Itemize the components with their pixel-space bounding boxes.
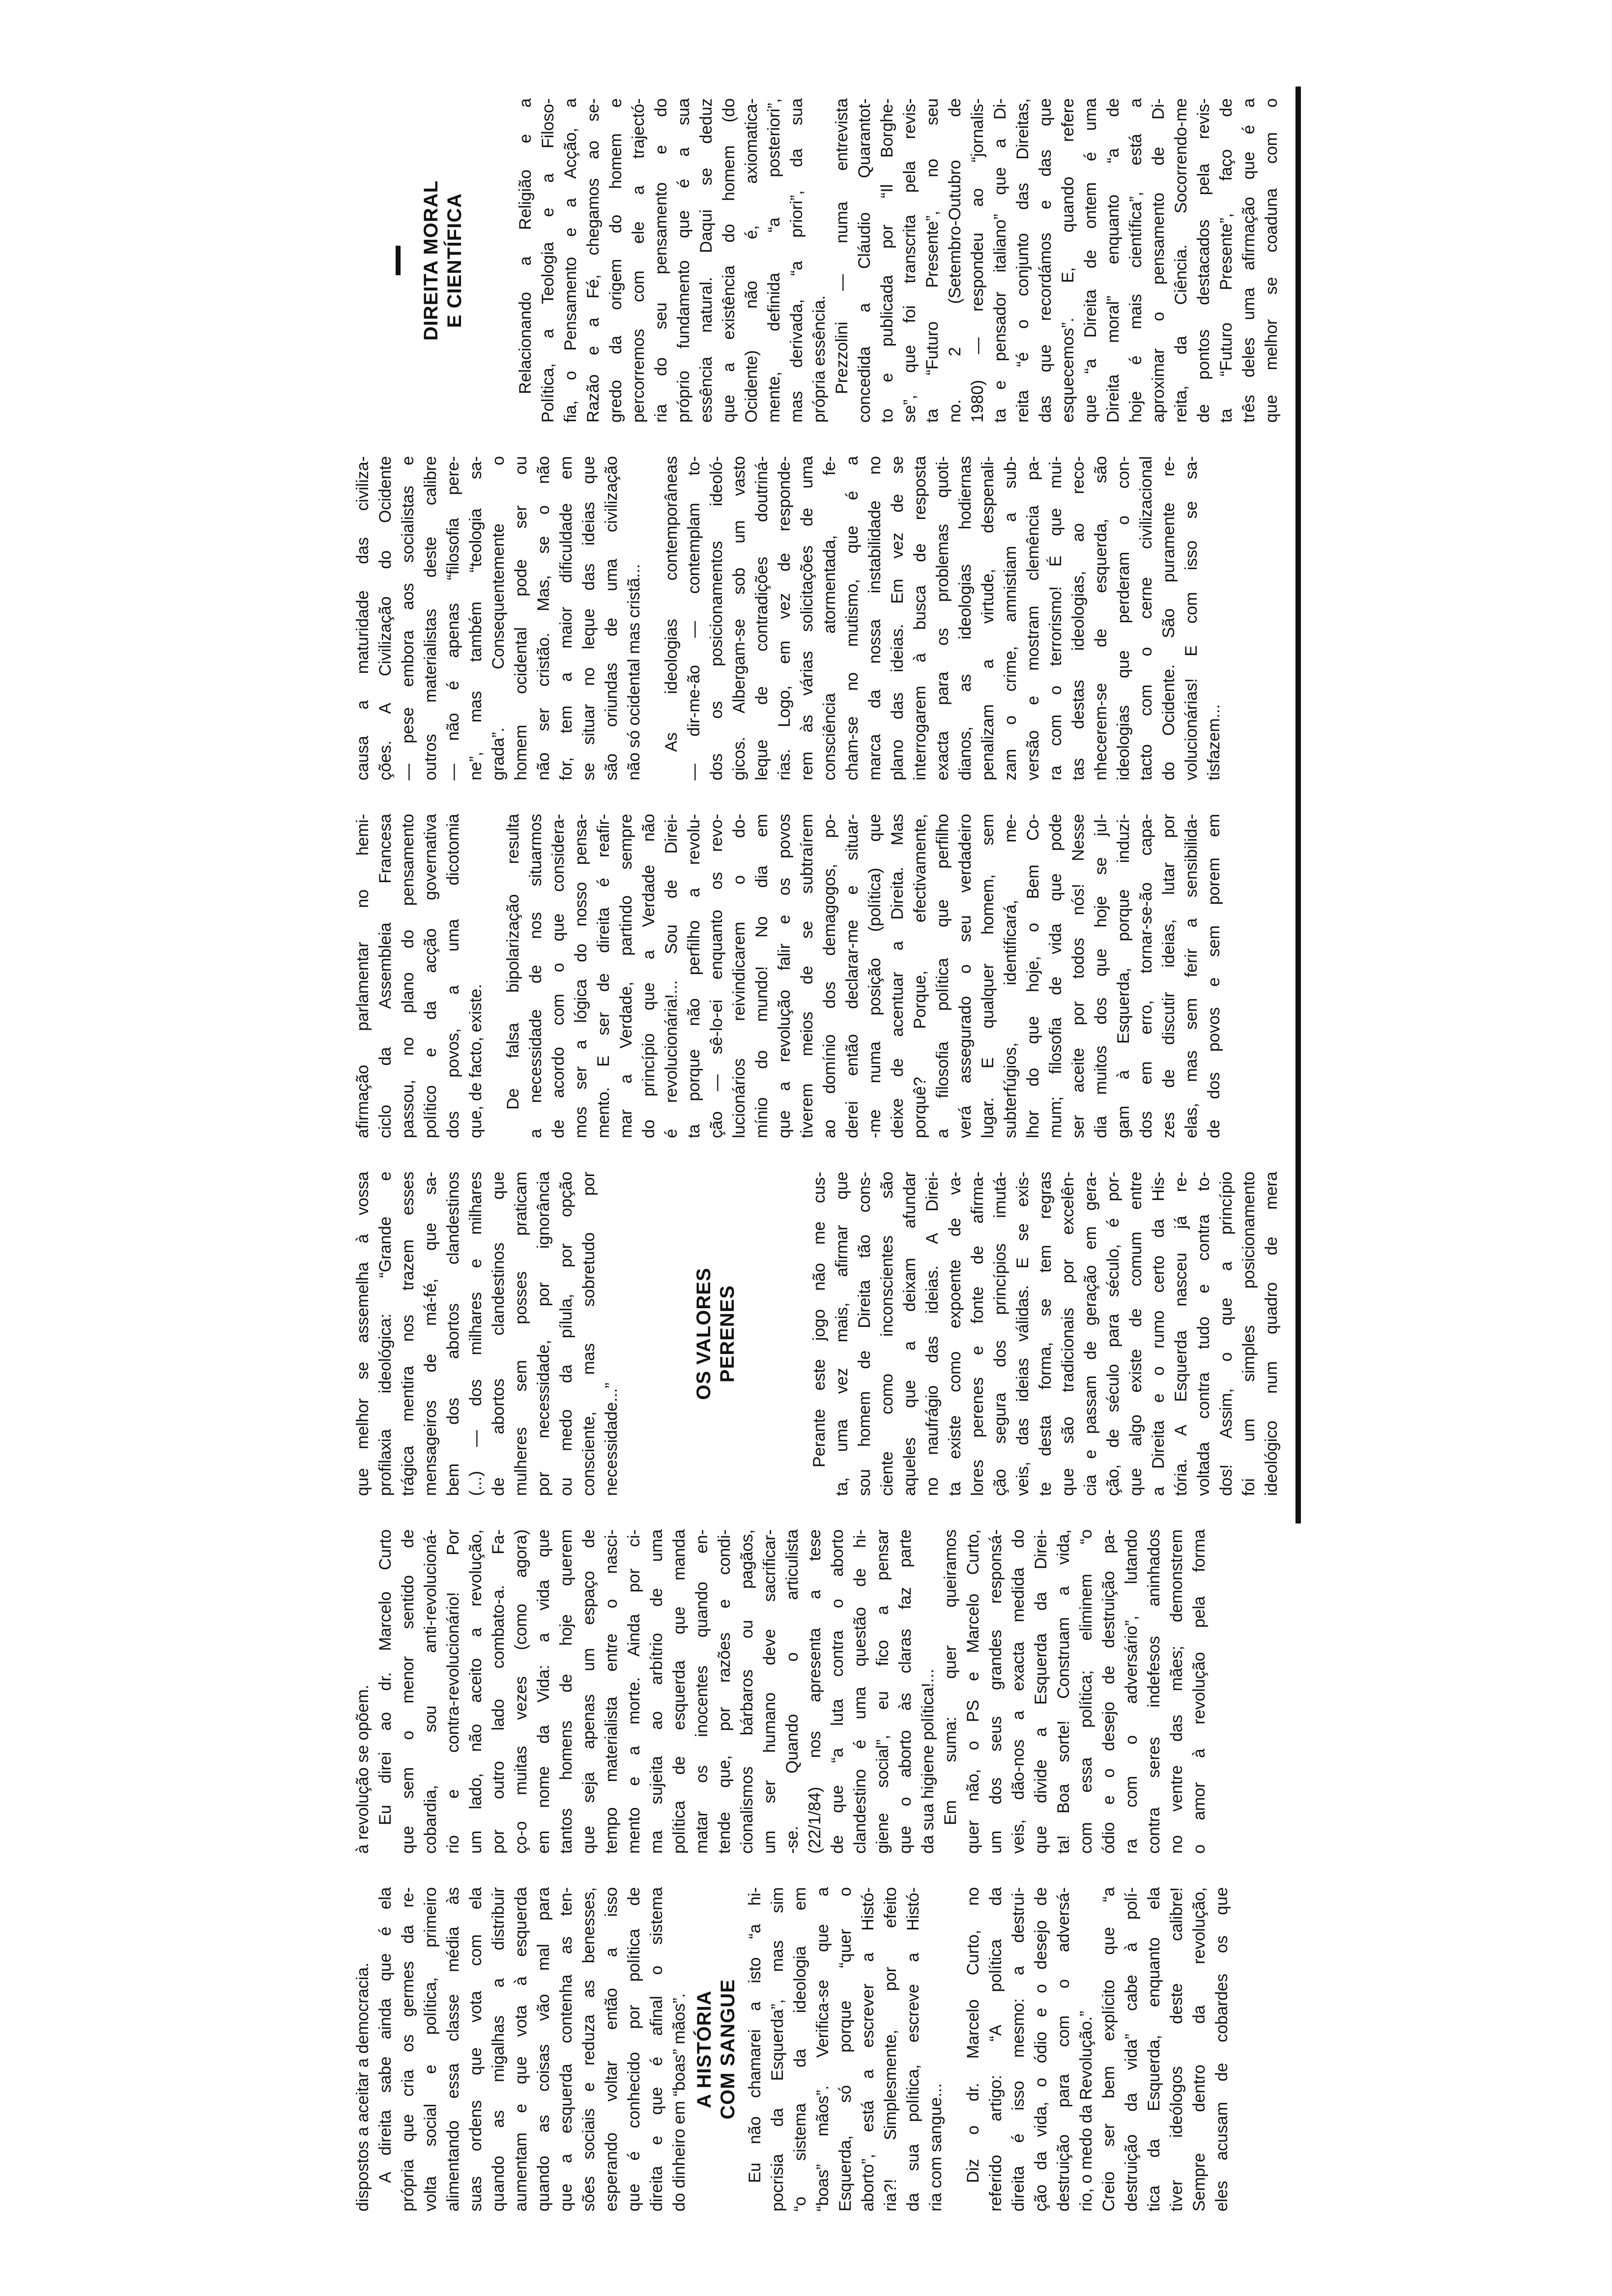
text-line: quando as migalhas a distribuir bbox=[489, 1887, 508, 2211]
article-column-2 bbox=[351, 1529, 1283, 1854]
paragraph bbox=[351, 814, 487, 1138]
text-line: mulheres sem posses praticam bbox=[512, 1172, 530, 1496]
text-line: destruição para com o adversá- bbox=[1054, 1887, 1073, 2211]
text-line: um dos seus grandes responsá- bbox=[986, 1529, 1005, 1854]
text-line: de acordo com o que considera- bbox=[549, 814, 568, 1138]
text-line: exacta para os problemas quoti- bbox=[933, 456, 952, 780]
text-line: outros materialistas deste calibre bbox=[421, 456, 440, 780]
text-line: -se. Quando o articulista bbox=[783, 1529, 802, 1854]
text-line: rio e contra-revolucionário! Por bbox=[444, 1529, 462, 1854]
article-column-5 bbox=[351, 456, 1283, 780]
paragraph bbox=[351, 1887, 374, 2211]
article-column-4 bbox=[351, 814, 1283, 1138]
text-line: ção da vida, o ódio e o desejo de bbox=[1032, 1887, 1050, 2211]
text-line: dianos, as ideologias hodiernas bbox=[956, 456, 975, 780]
text-line: a Direita e o rumo certo da His- bbox=[1149, 1172, 1168, 1496]
text-line: leque de contradições doutriná- bbox=[752, 456, 771, 780]
text-line: mento. E ser de direita é reafir- bbox=[594, 814, 613, 1138]
text-line: é revolucionária!... Sou de Direi- bbox=[662, 814, 681, 1138]
text-line: mar a Verdade, partindo sempre bbox=[617, 814, 635, 1138]
text-line: tica da Esquerda, enquanto ela bbox=[1145, 1887, 1163, 2211]
text-line: Em suma: quer queiramos bbox=[941, 1529, 960, 1825]
text-line: Eu não chamarei a isto “a hi- bbox=[746, 1887, 764, 2183]
text-line: de dos povos e sem porem em bbox=[1205, 814, 1223, 1138]
text-line: reita “é o conjunto das Direitas, bbox=[1013, 98, 1032, 423]
text-line: que “a Direita de ontem é uma bbox=[1081, 98, 1100, 423]
text-line: — dir-me-ão — contemplam to- bbox=[685, 456, 703, 780]
text-line: do Ocidente. São puramente re- bbox=[1159, 456, 1178, 780]
text-line: dos! Assim, o que a princípio bbox=[1217, 1172, 1236, 1496]
text-line: que algo existe de comum entre bbox=[1126, 1172, 1145, 1496]
text-line: ta “Futuro Presente”, no seu bbox=[923, 98, 942, 423]
text-line: esperando voltar então a isso bbox=[602, 1887, 621, 2211]
text-line: 1980) — respondeu ao “jornalis- bbox=[968, 98, 987, 423]
article-column-1 bbox=[351, 1887, 1283, 2211]
text-line: com essa política; eliminem “o bbox=[1077, 1529, 1095, 1854]
text-line: ta “Futuro Presente”, faço de bbox=[1217, 98, 1236, 423]
text-line: (...) — dos milhares e milhares bbox=[466, 1172, 485, 1496]
text-line: se situar no leque das ideias que bbox=[579, 456, 598, 780]
text-line: voltada contra tudo e contra to- bbox=[1194, 1172, 1213, 1496]
text-line: em nome da Vida: a vida que bbox=[534, 1529, 553, 1854]
column-rule bbox=[1295, 86, 1301, 1523]
text-line: deixe de acentuar a Direita. Mas bbox=[888, 814, 907, 1138]
text-line: de que “a luta contra o aborto bbox=[828, 1529, 847, 1854]
text-line: tacto com o cerne civilizacional bbox=[1137, 456, 1155, 780]
text-line: pocrisia da Esquerda”, mas sim bbox=[768, 1887, 787, 2211]
heading-line: PERENES bbox=[716, 1285, 738, 1383]
text-line: dispostos a aceitar a democracia. bbox=[353, 1962, 372, 2211]
text-line: homem ocidental pode ser ou bbox=[512, 456, 530, 780]
text-line: mente, definida “a posteriori”, bbox=[765, 98, 783, 423]
paragraph bbox=[514, 98, 831, 423]
text-line: um lado, não aceito a revolução, bbox=[466, 1529, 485, 1854]
text-line: — pese embora aos socialistas e bbox=[399, 456, 417, 780]
text-line: mum; filosofia de vida que pode bbox=[1046, 814, 1065, 1138]
paragraph bbox=[351, 456, 645, 780]
text-line: quando as coisas vão mal para bbox=[534, 1887, 553, 2211]
text-line: político e da acção governativa bbox=[421, 814, 440, 1138]
text-line: ideológico num quadro de mera bbox=[1262, 1172, 1281, 1496]
text-line: hoje é mais científica”, está a bbox=[1126, 98, 1145, 423]
text-line: o amor à revolução pela forma bbox=[1190, 1529, 1209, 1854]
text-line: ciente como inconscientes são bbox=[878, 1172, 896, 1496]
text-line: esquecemos”. E, quando refere bbox=[1059, 98, 1077, 423]
heading-line: COM SANGUE bbox=[717, 1979, 739, 2120]
text-line: “boas” mãos”. Verifica-se que a bbox=[813, 1887, 832, 2211]
text-line: ria com sangue... bbox=[926, 2083, 945, 2211]
text-line: Perante este jogo não me cus- bbox=[810, 1172, 829, 1467]
text-line: necessidade...” bbox=[602, 1382, 621, 1496]
text-line: tiverem meios de se subtraírem bbox=[798, 814, 816, 1138]
text-line: cia e passam de geração em gera- bbox=[1081, 1172, 1100, 1496]
text-line: tende que, por razões e condi- bbox=[715, 1529, 734, 1854]
text-line: ta! Boa sorte! Construam a vida, bbox=[1054, 1529, 1073, 1854]
text-line: ra com o terrorismo! É que mui- bbox=[1046, 456, 1065, 780]
text-line: cham-se no mutismo, que é a bbox=[843, 456, 862, 780]
text-line: que a existência do homem (do bbox=[720, 98, 738, 423]
text-line: Eu direi ao dr. Marcelo Curto bbox=[376, 1529, 395, 1825]
text-line: cobardia, sou anti-revolucioná- bbox=[421, 1529, 440, 1854]
text-line: direita e que é afinal o sistema bbox=[647, 1887, 666, 2211]
paragraph bbox=[374, 1887, 691, 2211]
text-line: consciente, mas sobretudo por bbox=[579, 1172, 598, 1496]
text-line: dos os posicionamentos ideoló- bbox=[707, 456, 726, 780]
text-line: -me numa posição (política) que bbox=[865, 814, 884, 1138]
text-line: porquê? Porque, efectivamente, bbox=[911, 814, 929, 1138]
text-line: derei então declarar-me e situar- bbox=[843, 814, 862, 1138]
heading-line: DIREITA MORAL bbox=[420, 180, 442, 341]
text-line: — não é apenas “filosofia pere- bbox=[444, 456, 462, 780]
text-line: As ideologias contemporâneas bbox=[662, 456, 681, 752]
text-line: percorremos com ele a trajectó- bbox=[629, 98, 648, 423]
text-line: que a revolução falir e os povos bbox=[775, 814, 794, 1138]
text-line: por outro lado combato-a. Fa- bbox=[489, 1529, 508, 1854]
text-line: ou medo da pílula, por opção bbox=[557, 1172, 576, 1496]
text-line: aqueles que a deixam afundar bbox=[900, 1172, 919, 1496]
text-line: interrogarem à busca de resposta bbox=[911, 456, 929, 780]
text-line: quer não, o PS e Marcelo Curto, bbox=[964, 1529, 982, 1854]
text-line: verá assegurado o seu verdadeiro bbox=[956, 814, 975, 1138]
text-line: for, tem a maior dificuldade em bbox=[557, 456, 576, 780]
text-line: rem às várias solicitações de uma bbox=[798, 456, 816, 780]
text-line: volta social e política, primeiro bbox=[421, 1887, 440, 2211]
text-line: direita é isso mesmo: a destrui- bbox=[1009, 1887, 1028, 2211]
text-line: trágica mentira nos trazem esses bbox=[399, 1172, 417, 1496]
text-line: clandestino é uma questão de hi- bbox=[851, 1529, 869, 1854]
text-line: lugar. E qualquer homem, sem bbox=[979, 814, 997, 1138]
text-line: causa a maturidade das civiliza- bbox=[353, 456, 372, 780]
paragraph bbox=[351, 1172, 623, 1496]
text-line: volucionárias! E com isso se sa- bbox=[1182, 456, 1201, 780]
text-line: ne”, mas também “teologia sa- bbox=[466, 456, 485, 780]
text-line: lhor do que hoje, o Bem Co- bbox=[1024, 814, 1042, 1138]
text-line: no. 2 (Setembro-Outubro de bbox=[946, 98, 964, 423]
text-line: referido artigo: “A política da bbox=[986, 1887, 1005, 2211]
text-line: ção — sê-lo-ei enquanto os revo- bbox=[707, 814, 726, 1138]
text-line: tisfazem... bbox=[1205, 704, 1223, 780]
text-line: se”, que foi transcrita pela revis- bbox=[900, 98, 919, 423]
text-line: Ocidente) não é, axiomatica- bbox=[742, 98, 761, 423]
text-line: no naufrágio das ideias. A Direi- bbox=[923, 1172, 942, 1496]
text-line: aumentam e que vota à esquerda bbox=[512, 1887, 530, 2211]
text-line: que a esquerda contenha as ten- bbox=[557, 1887, 576, 2211]
text-line: mínio do mundo! No dia em bbox=[752, 814, 771, 1138]
text-line: lores perenes e fonte de afirma- bbox=[968, 1172, 987, 1496]
text-line: que o aborto às claras faz parte bbox=[896, 1529, 915, 1854]
section-heading bbox=[692, 1887, 740, 2211]
text-line: Prezzolini — numa entrevista bbox=[833, 98, 851, 394]
text-line: da sua política, escreve a Histó- bbox=[904, 1887, 922, 2211]
heading-line: A HISTÓRIA bbox=[693, 1990, 715, 2108]
article-column-3 bbox=[351, 1172, 1283, 1496]
text-line: que divide a Esquerda da Direi- bbox=[1032, 1529, 1050, 1854]
text-line: foi um simples posicionamento bbox=[1239, 1172, 1258, 1496]
text-line: que é conhecido por política de bbox=[625, 1887, 643, 2211]
text-line: veis, dão-nos a exacta medida do bbox=[1009, 1529, 1028, 1854]
paragraph bbox=[808, 1172, 1283, 1496]
text-line: a filosofia política que perfilho bbox=[933, 814, 952, 1138]
text-line: gam à Esquerda, porque induzi- bbox=[1114, 814, 1133, 1138]
text-line: próprio fundamento que é a sua bbox=[674, 98, 693, 423]
text-line: mensageiros de má-fé, que sa- bbox=[421, 1172, 440, 1496]
paragraph bbox=[351, 1529, 374, 1854]
text-line: do princípio que a Verdade não bbox=[639, 814, 658, 1138]
text-line: gicos. Albergam-se sob um vasto bbox=[730, 456, 748, 780]
text-line: concedida a Cláudio Quarantot- bbox=[855, 98, 874, 423]
paragraph bbox=[962, 1887, 1097, 2211]
text-line: da sua higiene política!... bbox=[919, 1668, 937, 1854]
text-line: Relacionando a Religião e a bbox=[516, 98, 535, 394]
text-line: fia, o Pensamento e a Acção, a bbox=[561, 98, 580, 423]
text-line: Razão e a Fé, chegamos ao se- bbox=[584, 98, 603, 423]
text-line: são oriundas de uma civilização bbox=[602, 456, 621, 780]
paragraph bbox=[660, 456, 1225, 780]
text-line: ra com o adversário”, lutando bbox=[1122, 1529, 1141, 1854]
text-line: “o sistema da ideologia em bbox=[791, 1887, 809, 2211]
text-line: giene social”, eu fico a pensar bbox=[873, 1529, 892, 1854]
text-line: que, de facto, existe. bbox=[466, 984, 485, 1138]
paragraph bbox=[1097, 1887, 1233, 2211]
text-line: zes de discutir ideias, lutar por bbox=[1159, 814, 1178, 1138]
text-line: Creio ser bem explícito que “a bbox=[1099, 1887, 1118, 2211]
text-line: ções. A Civilização do Ocidente bbox=[376, 456, 395, 780]
text-line: que melhor se assemelha à vossa bbox=[353, 1172, 372, 1496]
text-line: a necessidade de nos situarmos bbox=[526, 814, 545, 1138]
text-line: reita, da Ciência. Socorrendo-me bbox=[1172, 98, 1190, 423]
text-line: matar os inocentes quando en- bbox=[692, 1529, 711, 1854]
text-line: dos povos, a uma dicotomia bbox=[444, 814, 462, 1138]
text-line: ódio e o desejo de destruição pa- bbox=[1099, 1529, 1118, 1854]
text-line: zam o crime, amnistiam a sub- bbox=[1001, 456, 1020, 780]
article-column-6 bbox=[351, 98, 1283, 423]
text-line: destruição da vida” cabe à polí- bbox=[1122, 1887, 1141, 2211]
text-line: Sempre dentro da revolução, bbox=[1190, 1887, 1209, 2211]
heading-line: OS VALORES bbox=[692, 1267, 715, 1400]
text-line: própria que cria os germes da re- bbox=[399, 1887, 417, 2211]
text-line: penalizam a virtude, despenali- bbox=[979, 456, 997, 780]
text-line: profilaxia ideológica: “Grande e bbox=[376, 1172, 395, 1496]
text-line: ção, de século para século, é por- bbox=[1104, 1172, 1123, 1496]
text-line: que seja apenas um espaço de bbox=[579, 1529, 598, 1854]
text-line: aproximar o pensamento de Di- bbox=[1149, 98, 1168, 423]
text-line: ta porque não perfilho a revolu- bbox=[685, 814, 703, 1138]
text-line: passou, no plano do pensamento bbox=[399, 814, 417, 1138]
text-line: mas derivada, “a priori”, da sua bbox=[787, 98, 806, 423]
text-line: gredo da origem do homem e bbox=[606, 98, 625, 423]
text-line: ao domínio dos demagogos, po- bbox=[820, 814, 839, 1138]
text-line: um ser humano deve sacrificar- bbox=[760, 1529, 779, 1854]
text-line: tória. A Esquerda nasceu já re- bbox=[1172, 1172, 1190, 1496]
text-line: (22/1/84) nos apresenta a tese bbox=[806, 1529, 824, 1854]
section-heading bbox=[692, 1172, 739, 1496]
text-line: Diz o dr. Marcelo Curto, no bbox=[964, 1887, 982, 2183]
text-line: ser aceite por todos nós! Nesse bbox=[1069, 814, 1088, 1138]
paragraph bbox=[502, 814, 1225, 1138]
text-line: de pontos destacados pela revis- bbox=[1194, 98, 1213, 423]
text-line: veis, das ideias válidas. E se exis- bbox=[1013, 1172, 1032, 1496]
paragraph bbox=[744, 1887, 947, 2211]
text-line: aborto”, está a escrever a Histó- bbox=[859, 1887, 877, 2211]
text-line: cionalismos bárbaros ou pagãos, bbox=[738, 1529, 756, 1854]
heading-line: E CIENTÍFICA bbox=[444, 193, 465, 328]
text-line: A direita sabe ainda que é ela bbox=[376, 1887, 395, 2183]
paragraph bbox=[374, 1529, 939, 1854]
text-line: três deles uma afirmação que é a bbox=[1239, 98, 1258, 423]
text-line: dia muitos dos que hoje se jul- bbox=[1092, 814, 1110, 1138]
text-line: ço-o muitas vezes (como agora) bbox=[512, 1529, 530, 1854]
text-line: rio, o medo da Revolução.” bbox=[1077, 2010, 1095, 2211]
text-line: tantos homens de hoje querem bbox=[557, 1529, 576, 1854]
text-line: à revolução se opõem. bbox=[353, 1685, 372, 1854]
text-line: das que recordámos e das que bbox=[1036, 98, 1055, 423]
text-line: plano das ideias. Em vez de se bbox=[888, 456, 907, 780]
text-line: suas ordens que vota com ela bbox=[466, 1887, 485, 2211]
text-line: versão e mostram clemência pa- bbox=[1024, 456, 1042, 780]
text-line: alimentando essa classe média às bbox=[444, 1887, 462, 2211]
text-line: não ser cristão. Mas, se o não bbox=[534, 456, 553, 780]
text-line: mento e a morte. Ainda por ci- bbox=[625, 1529, 643, 1854]
text-line: ciclo da Assembleia Francesa bbox=[376, 814, 395, 1138]
text-line: contra seres indefesos aninhados bbox=[1145, 1529, 1163, 1854]
text-line: lucionários reivindicarem o do- bbox=[730, 814, 748, 1138]
text-line: grada”. Consequentemente o bbox=[489, 456, 508, 780]
text-line: to e publicada por “Il Borghe- bbox=[878, 98, 896, 423]
paragraph bbox=[939, 1529, 1210, 1854]
text-line: que melhor se coaduna com o bbox=[1262, 98, 1281, 423]
text-line: tas destas ideologias, ao reco- bbox=[1069, 456, 1088, 780]
text-line: que sem o menor sentido de bbox=[399, 1529, 417, 1854]
text-line: no ventre das mães; demonstrem bbox=[1167, 1529, 1186, 1854]
text-line: eles acusam de cobardes os que bbox=[1212, 1887, 1231, 2211]
text-line: nhecerem-se de esquerda, são bbox=[1092, 456, 1110, 780]
text-line: tiver ideólogos deste calibre! bbox=[1167, 1887, 1186, 2211]
text-line: ma sujeita ao arbítrio de uma bbox=[647, 1529, 666, 1854]
text-line: ta, uma vez mais, afirmar que bbox=[833, 1172, 851, 1496]
section-dash bbox=[396, 246, 401, 275]
text-line: ria?! Simplesmente, por efeito bbox=[881, 1887, 900, 2211]
text-line: do dinheiro em “boas” mãos”. bbox=[670, 1993, 689, 2211]
paragraph bbox=[831, 98, 1283, 423]
text-line: mos ser a lógica do nosso pensa- bbox=[572, 814, 590, 1138]
text-line: ria do seu pensamento e do bbox=[652, 98, 670, 423]
text-line: que são tradicionais por excelên- bbox=[1059, 1172, 1077, 1496]
text-line: tempo materialista entre o nasci- bbox=[602, 1529, 621, 1854]
text-line: bem dos abortos clandestinos bbox=[444, 1172, 462, 1496]
text-line: afirmação parlamentar no hemi- bbox=[353, 814, 372, 1138]
text-line: dos em erro, tornar-se-ão capa- bbox=[1137, 814, 1155, 1138]
text-line: Esquerda, só porque “quer o bbox=[836, 1887, 855, 2211]
text-line: sou homem de Direita tão cons- bbox=[855, 1172, 874, 1496]
text-line: ção segura dos princípios imutá- bbox=[991, 1172, 1009, 1496]
text-line: ta e pensador italiano” que a Di- bbox=[991, 98, 1009, 423]
text-line: não só ocidental mas cristã... bbox=[625, 564, 643, 780]
text-line: essência natural. Daqui se deduz bbox=[697, 98, 716, 423]
text-line: de abortos clandestinos que bbox=[489, 1172, 508, 1496]
text-line: política de esquerda que manda bbox=[670, 1529, 689, 1854]
text-line: marca da nossa instabilidade no bbox=[865, 456, 884, 780]
text-line: própria essência. bbox=[810, 295, 829, 423]
text-line: Direita moral” enquanto “a de bbox=[1104, 98, 1123, 423]
text-line: consciência atormentada, fe- bbox=[820, 456, 839, 780]
text-line: Política, a Teologia e a Filoso- bbox=[539, 98, 557, 423]
text-line: ta existe como expoente de va- bbox=[946, 1172, 964, 1496]
text-line: ideologias que perderam o con- bbox=[1114, 456, 1133, 780]
section-heading bbox=[419, 98, 466, 423]
text-line: por necessidade, por ignorância bbox=[534, 1172, 553, 1496]
text-line: te desta forma, se tem regras bbox=[1036, 1172, 1055, 1496]
text-line: sões sociais e reduza as benesses, bbox=[579, 1887, 598, 2211]
text-line: rias. Logo, em vez de responde- bbox=[775, 456, 794, 780]
text-line: subterfúgios, identificará, me- bbox=[1001, 814, 1020, 1138]
text-line: De falsa bipolarização resulta bbox=[504, 814, 522, 1110]
text-line: elas, mas sem ferir a sensibilida- bbox=[1182, 814, 1201, 1138]
